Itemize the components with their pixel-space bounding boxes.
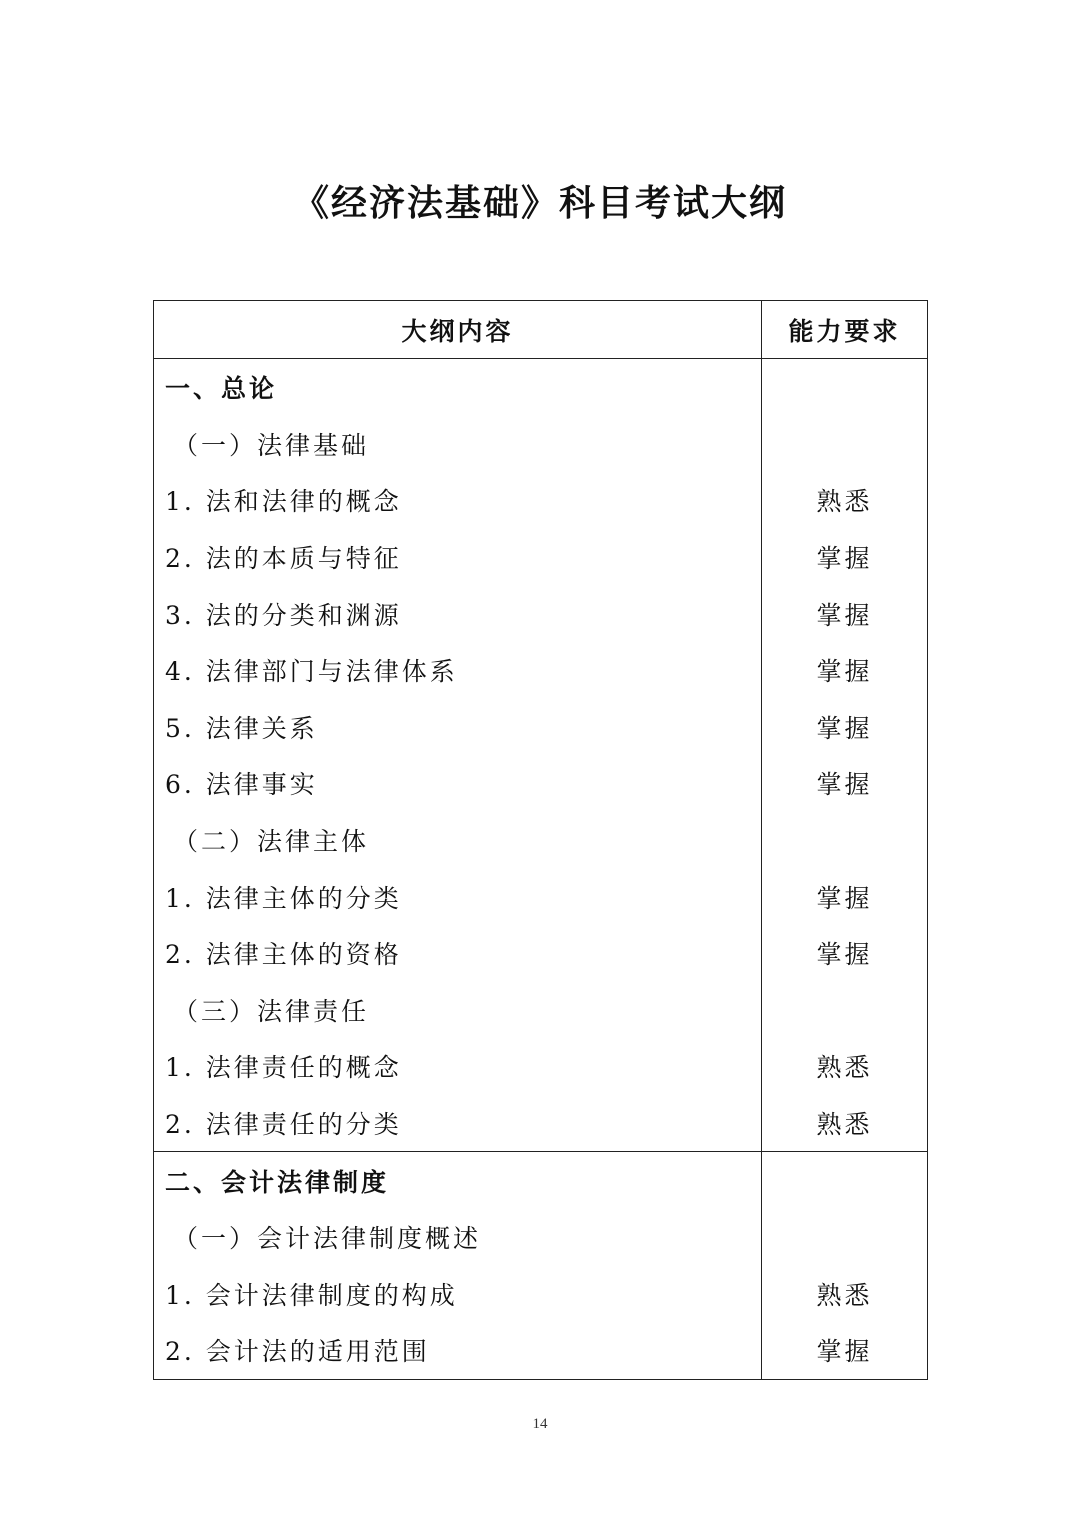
subsection-row [154,1209,928,1266]
table-row [154,1266,928,1323]
header-requirement: 能力要求 [762,301,928,359]
table-row [154,529,928,586]
subsection-heading: （一）法律基础 [154,416,762,473]
table-row [154,699,928,756]
item-text: 5. 法律关系 [154,699,762,756]
outline-table [153,300,928,1380]
requirement-cell: 掌握 [762,868,928,925]
requirement-cell: 掌握 [762,699,928,756]
section-heading-row [154,1152,928,1209]
table-row [154,472,928,529]
requirement-cell: 掌握 [762,642,928,699]
requirement-cell: 掌握 [762,1322,928,1379]
table-row [154,585,928,642]
requirement-cell [762,1152,928,1209]
subsection-heading: （三）法律责任 [154,982,762,1039]
requirement-cell: 熟悉 [762,1095,928,1152]
header-content: 大纲内容 [154,301,762,359]
item-text: 1. 法律主体的分类 [154,868,762,925]
subsection-row [154,982,928,1039]
document-title: 《经济法基础》科目考试大纲 [292,183,787,224]
item-text: 1. 法律责任的概念 [154,1038,762,1095]
table-row [154,868,928,925]
item-text: 1. 法和法律的概念 [154,472,762,529]
requirement-cell: 熟悉 [762,1038,928,1095]
item-text: 2. 法律主体的资格 [154,925,762,982]
subsection-row [154,416,928,473]
item-text: 4. 法律部门与法律体系 [154,642,762,699]
requirement-cell [762,1209,928,1266]
table-header-row [154,301,928,359]
requirement-cell [762,359,928,416]
subsection-heading: （一）会计法律制度概述 [154,1209,762,1266]
requirement-cell: 熟悉 [762,472,928,529]
requirement-cell: 熟悉 [762,1266,928,1323]
requirement-cell: 掌握 [762,925,928,982]
requirement-cell [762,982,928,1039]
item-text: 1. 会计法律制度的构成 [154,1266,762,1323]
table-row [154,1038,928,1095]
section-heading: 一、总论 [154,359,762,416]
requirement-cell: 掌握 [762,529,928,586]
section-heading: 二、会计法律制度 [154,1152,762,1209]
table-row [154,642,928,699]
subsection-heading: （二）法律主体 [154,812,762,869]
page-number: 14 [532,1416,548,1432]
table-row [154,755,928,812]
requirement-cell: 掌握 [762,585,928,642]
requirement-cell [762,416,928,473]
table-row [154,925,928,982]
item-text: 2. 法律责任的分类 [154,1095,762,1152]
item-text: 2. 法的本质与特征 [154,529,762,586]
section-heading-row [154,359,928,416]
subsection-row [154,812,928,869]
table-row [154,1322,928,1379]
requirement-cell [762,812,928,869]
item-text: 6. 法律事实 [154,755,762,812]
item-text: 3. 法的分类和渊源 [154,585,762,642]
table-row [154,1095,928,1152]
requirement-cell: 掌握 [762,755,928,812]
item-text: 2. 会计法的适用范围 [154,1322,762,1379]
